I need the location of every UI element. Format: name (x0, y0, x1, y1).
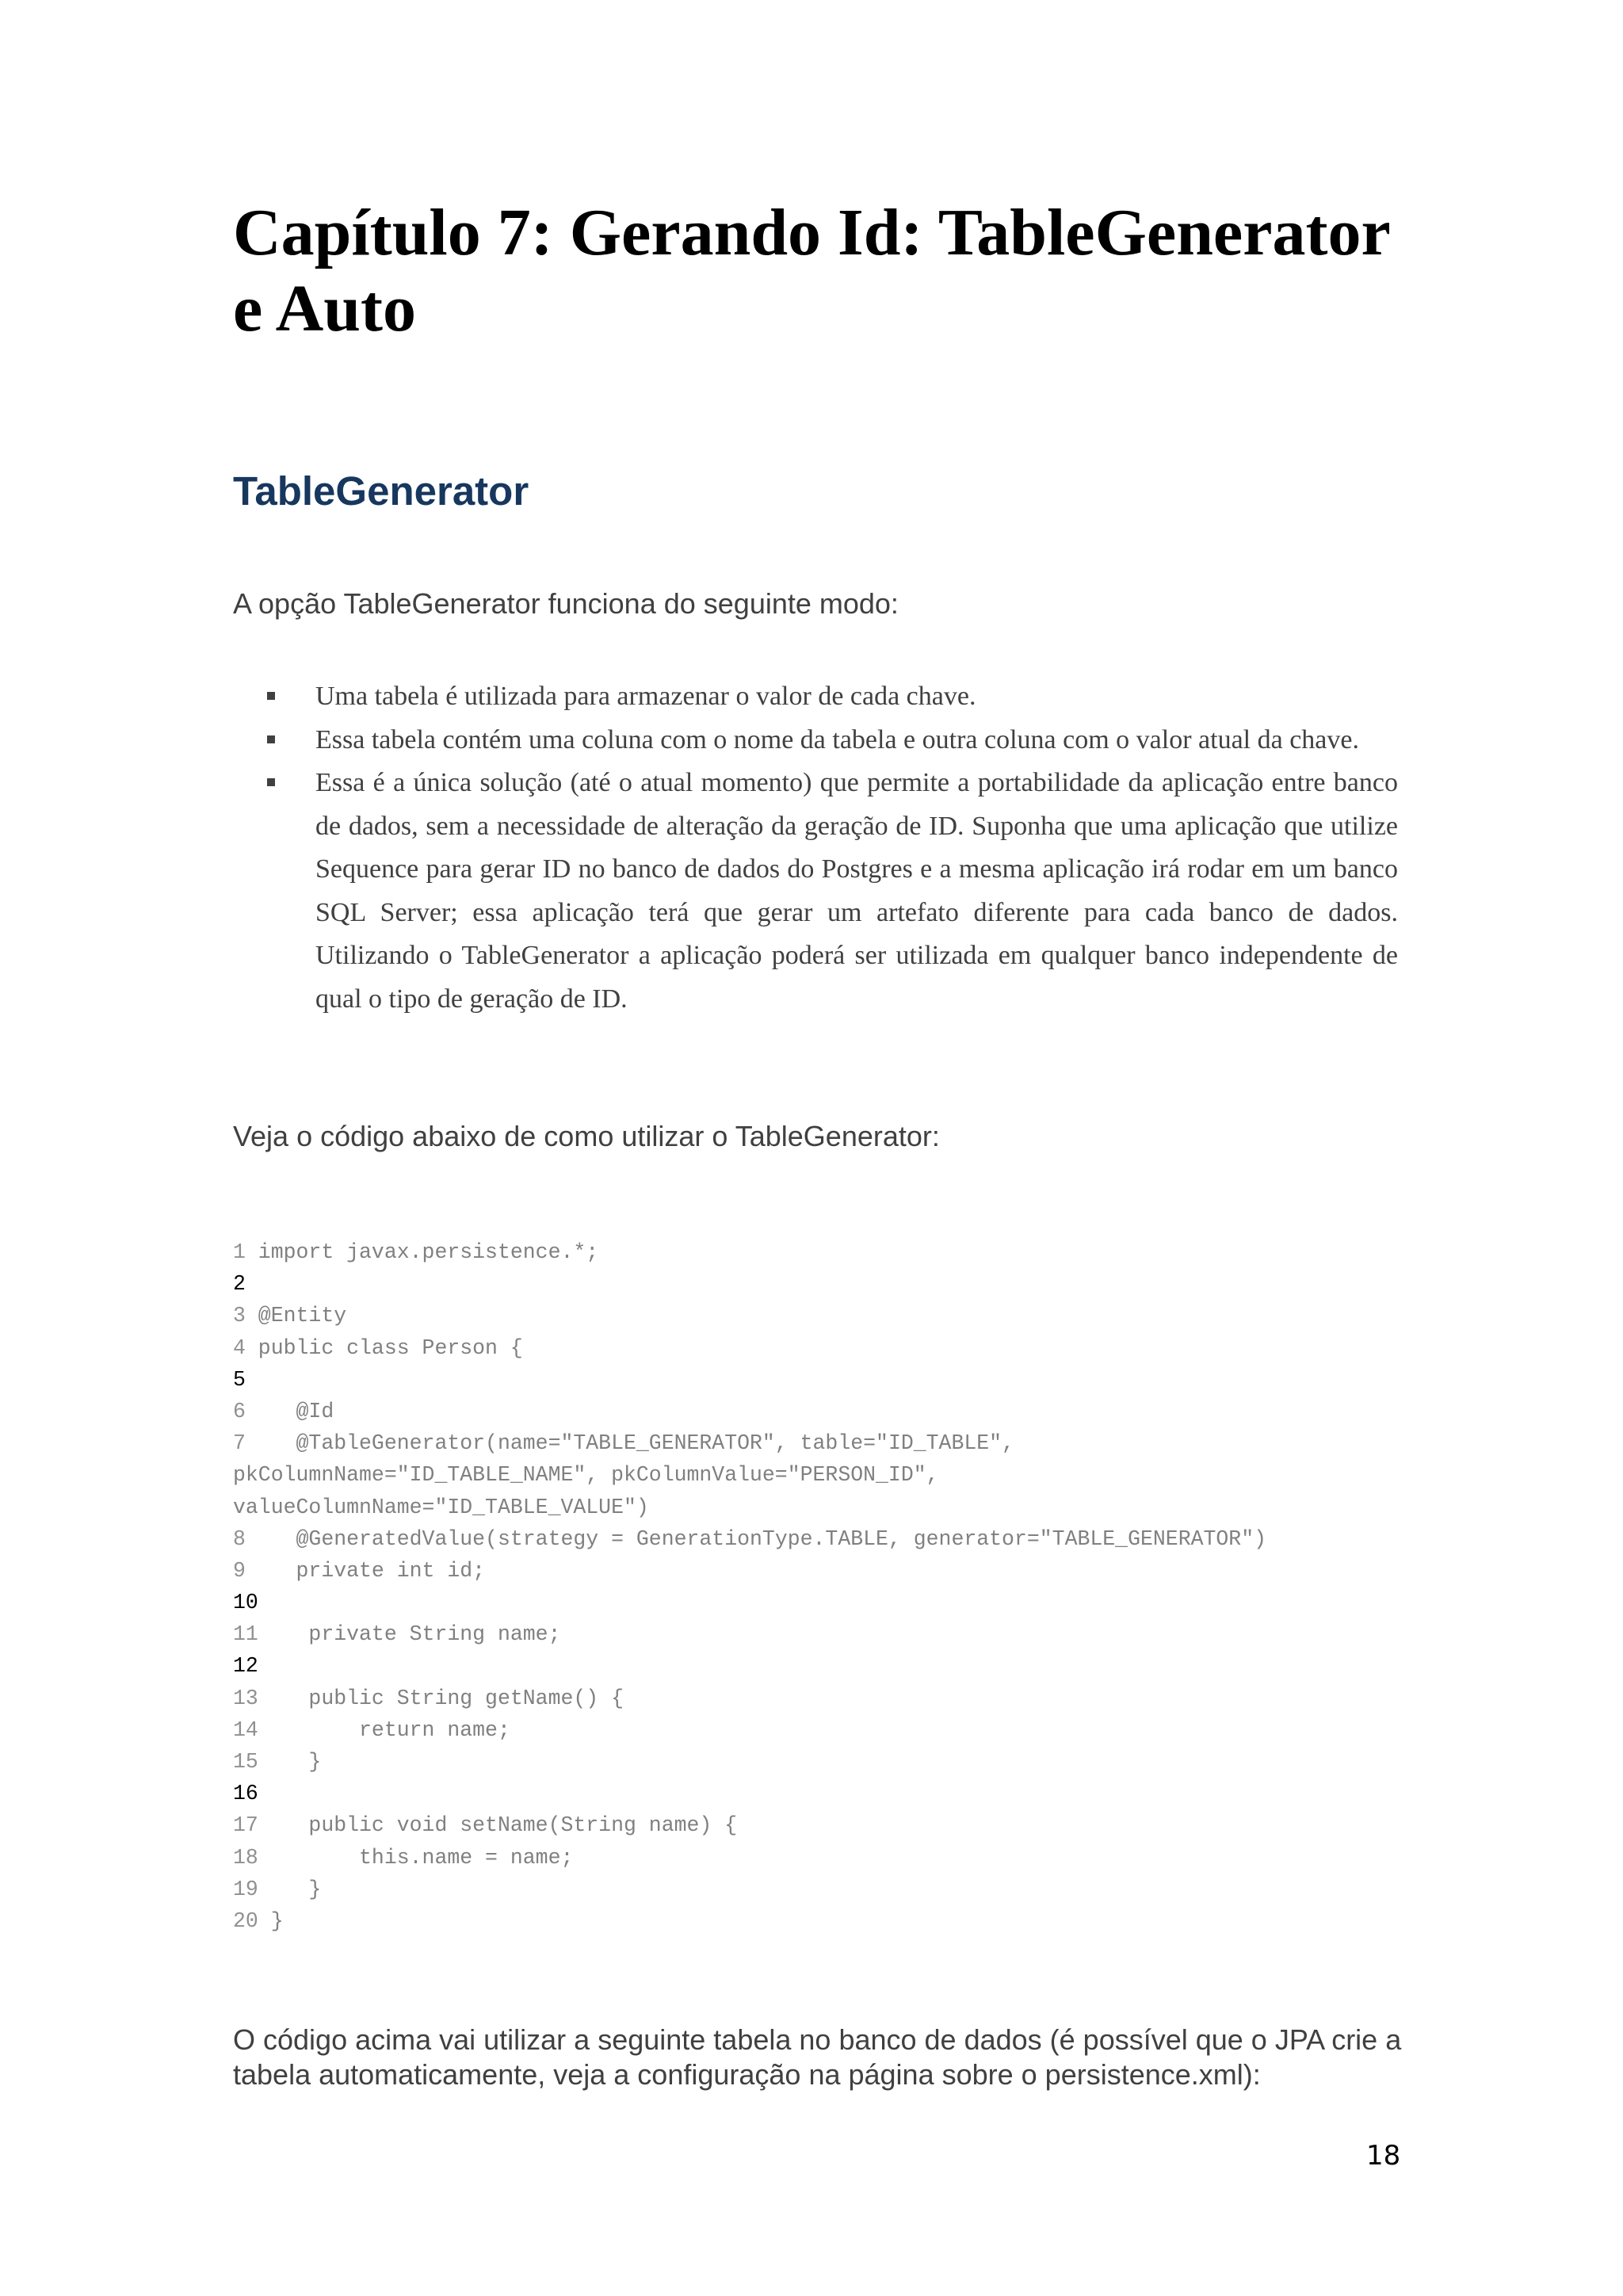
code-line (233, 1396, 1422, 1427)
code-line (233, 1364, 1422, 1396)
line-number: 3 (233, 1304, 246, 1328)
line-number: 12 (233, 1654, 258, 1679)
bullet-text: Uma tabela é utilizada para armazenar o valor de cada chave. (315, 682, 976, 711)
line-number: 6 (233, 1399, 246, 1423)
square-bullet-icon (267, 692, 275, 700)
code-block (233, 1236, 1422, 1937)
bullet-text: Essa é a única solução (até o atual momento) que permite a portabilidade da aplicação entre banco de dados, sem a necessidade de alteração da geração de ID. Suponha que uma aplicação que utilize Sequence para gerar ID no banco de dados do Postgres e a mesma aplicação irá rodar em um banco SQL Server; essa aplicação terá que gerar um artefato diferente para cada banco de dados. Utilizando o TableGenerator a aplicação poderá ser utilizada em qualquer banco independente de qual o tipo de geração de ID. (315, 768, 1398, 1014)
code-line (233, 1905, 1422, 1937)
code-text: private String name; (258, 1622, 561, 1647)
line-number: 8 (233, 1526, 246, 1551)
code-text: public class Person { (245, 1335, 523, 1360)
code-text: pkColumnName="ID_TABLE_NAME", pkColumnValue="PERSON_ID", (233, 1463, 939, 1488)
code-line (233, 1332, 1422, 1364)
code-text: } (258, 1877, 322, 1901)
code-line (233, 1618, 1422, 1650)
code-line (233, 1746, 1422, 1778)
line-number: 5 (233, 1367, 246, 1392)
code-text: import javax.persistence.*; (245, 1240, 599, 1264)
code-line (233, 1427, 1422, 1459)
code-text: @GeneratedValue(strategy = GenerationType.TABLE, generator="TABLE_GENERATOR") (245, 1526, 1267, 1551)
code-line (233, 1714, 1422, 1746)
code-line (233, 1683, 1422, 1714)
code-text: @TableGenerator(name="TABLE_GENERATOR", table="ID_TABLE", (245, 1431, 1014, 1456)
line-number: 7 (233, 1431, 246, 1456)
code-line (233, 1809, 1422, 1841)
code-line (233, 1300, 1422, 1331)
line-number: 4 (233, 1335, 246, 1360)
code-line (233, 1842, 1422, 1874)
line-number: 10 (233, 1591, 258, 1615)
page-number: 18 (1366, 2140, 1401, 2172)
code-line (233, 1650, 1422, 1682)
square-bullet-icon (267, 735, 275, 743)
square-bullet-icon (267, 778, 275, 786)
after-code-paragraph: O código acima vai utilizar a seguinte tabela no banco de dados (é possível que o JPA crie a tabela automaticamente, veja a configuração na página sobre o persistence.xml): (233, 2023, 1402, 2091)
line-number: 15 (233, 1750, 258, 1774)
section-heading: TableGenerator (233, 468, 529, 514)
code-text: return name; (258, 1717, 510, 1742)
code-text: private int id; (245, 1558, 486, 1583)
chapter-title: Capítulo 7: Gerando Id: TableGenerator e Auto (233, 196, 1390, 346)
code-intro-paragraph: Veja o código abaixo de como utilizar o TableGenerator: (233, 1120, 940, 1152)
line-number: 19 (233, 1877, 258, 1901)
line-number: 13 (233, 1686, 258, 1710)
code-line (233, 1874, 1422, 1905)
code-text: valueColumnName="ID_TABLE_VALUE") (233, 1495, 649, 1519)
line-number: 1 (233, 1240, 246, 1264)
code-line (233, 1268, 1422, 1300)
code-line (233, 1459, 1422, 1491)
code-line (233, 1555, 1422, 1587)
line-number: 17 (233, 1813, 258, 1838)
bullet-item (233, 719, 1398, 762)
bullet-list (233, 675, 1398, 1021)
line-number: 16 (233, 1782, 258, 1806)
bullet-text: Essa tabela contém uma coluna com o nome da tabela e outra coluna com o valor atual da chave. (315, 724, 1359, 755)
bullet-item (233, 675, 1398, 719)
code-line (233, 1236, 1422, 1268)
code-text: } (258, 1908, 284, 1933)
line-number: 11 (233, 1622, 258, 1647)
line-number: 14 (233, 1717, 258, 1742)
code-line (233, 1587, 1422, 1618)
code-text: public String getName() { (258, 1686, 624, 1710)
code-line (233, 1778, 1422, 1809)
code-text: this.name = name; (258, 1845, 574, 1870)
line-number: 9 (233, 1558, 246, 1583)
bullet-item (233, 762, 1398, 1021)
intro-paragraph: A opção TableGenerator funciona do seguinte modo: (233, 587, 899, 620)
line-number: 18 (233, 1845, 258, 1870)
code-line (233, 1523, 1422, 1555)
code-text: @Entity (245, 1304, 347, 1328)
code-line (233, 1492, 1422, 1523)
code-text: } (258, 1750, 322, 1774)
line-number: 20 (233, 1908, 258, 1933)
line-number: 2 (233, 1272, 246, 1297)
code-text: @Id (245, 1399, 334, 1423)
code-text: public void setName(String name) { (258, 1813, 738, 1838)
